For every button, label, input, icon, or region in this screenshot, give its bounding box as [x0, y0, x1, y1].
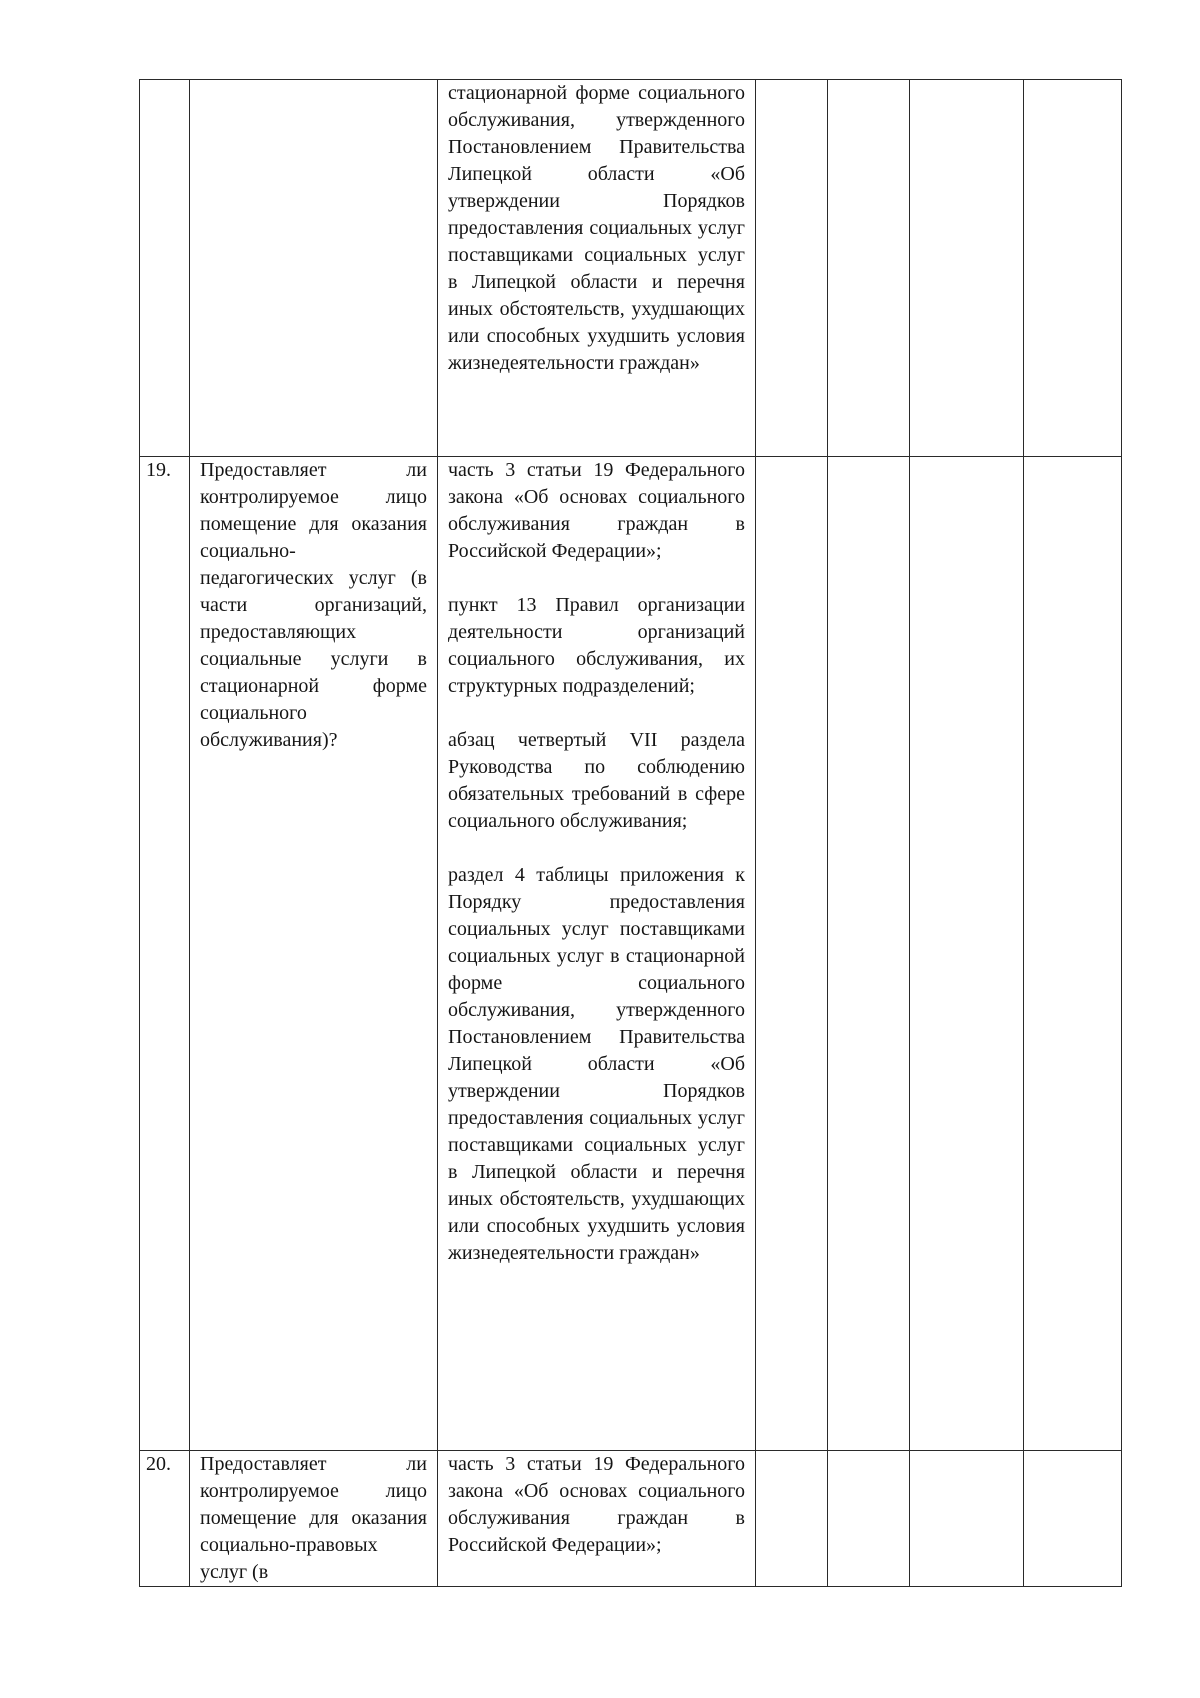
answer-na-cell: [910, 457, 1024, 1451]
requisite-paragraph: пункт 13 Правил организации деятельности организаций социального обслуживания, их структурных подразделений;: [448, 594, 745, 697]
row-number-cell: 19.: [140, 457, 190, 1451]
requisites-cell: [438, 80, 756, 457]
question-cell: Предоставляет ли контролируемое лицо помещение для оказания социально-педагогических услуг (в части организаций, предоставляющих социальные услуги в стационарной форме социального обслуживания)?: [190, 457, 438, 1451]
row-number-cell: [140, 80, 190, 457]
note-cell: [1024, 80, 1122, 457]
answer-na-cell: [910, 80, 1024, 457]
answer-na-cell: [910, 1451, 1024, 1587]
answer-no-cell: [828, 1451, 910, 1587]
requisites-text: стационарной форме социального обслуживания, утвержденного Постановлением Правительства Липецкой области «Об утверждении Порядков предоставления социальных услуг поставщиками социальных услуг в Липецкой области и перечня иных обстоятельств, ухудшающих или способных ухудшить условия жизнедеятельности граждан»: [448, 82, 745, 374]
answer-no-cell: [828, 457, 910, 1451]
answer-no-cell: [828, 80, 910, 457]
requisite-paragraph: часть 3 статьи 19 Федерального закона «Об основах социального обслуживания граждан в Российской Федерации»;: [448, 459, 745, 562]
note-cell: [1024, 1451, 1122, 1587]
row-number-cell: 20.: [140, 1451, 190, 1587]
answer-yes-cell: [756, 80, 828, 457]
question-cell: [190, 80, 438, 457]
table-row-continuation: [140, 80, 1122, 457]
answer-yes-cell: [756, 457, 828, 1451]
requisite-paragraph: абзац четвертый VII раздела Руководства по соблюдению обязательных требований в сфере социального обслуживания;: [448, 729, 745, 832]
answer-yes-cell: [756, 1451, 828, 1587]
requisites-cell: [438, 457, 756, 1451]
table-row: [140, 457, 1122, 1451]
requisite-paragraph: раздел 4 таблицы приложения к Порядку предоставления социальных услуг поставщиками социальных услуг в стационарной форме социального обслуживания, утвержденного Постановлением Правительства Липецкой области «Об утверждении Порядков предоставления социальных услуг поставщиками социальных услуг в Липецкой области и перечня иных обстоятельств, ухудшающих или способных ухудшить условия жизнедеятельности граждан»: [448, 864, 745, 1264]
checklist-table: [139, 79, 1122, 1587]
requisite-paragraph: часть 3 статьи 19 Федерального закона «Об основах социального обслуживания граждан в Российской Федерации»;: [448, 1453, 745, 1556]
requisites-cell: [438, 1451, 756, 1587]
question-cell: [190, 1451, 438, 1587]
table-row: [140, 1451, 1122, 1587]
question-text: Предоставляет ли контролируемое лицо помещение для оказания социально-правовых услуг (в: [200, 1453, 427, 1583]
note-cell: [1024, 457, 1122, 1451]
